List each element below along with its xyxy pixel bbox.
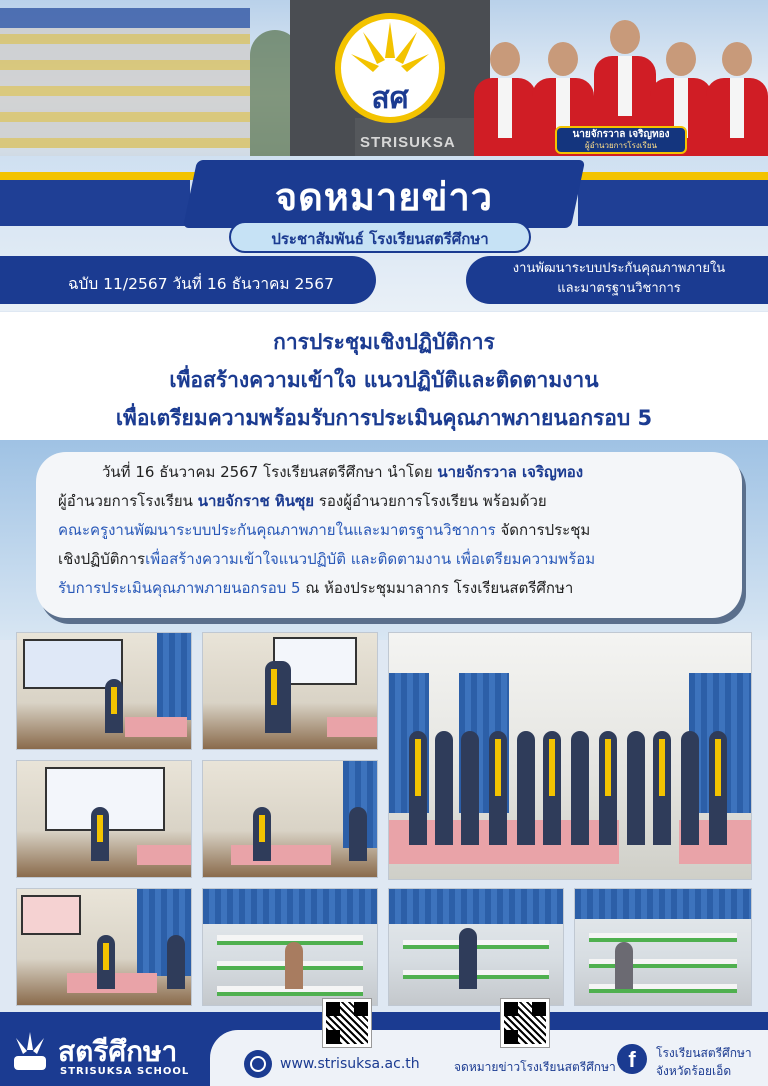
globe-icon xyxy=(244,1050,272,1078)
logo-text: สศ xyxy=(371,81,409,116)
headline-line-1: การประชุมเชิงปฏิบัติการ xyxy=(273,330,495,354)
website-link[interactable]: www.strisuksa.ac.th xyxy=(280,1056,420,1072)
article-paragraph-line: ผู้อำนวยการโรงเรียน นายจักราช หินซุย รองผู้อำนวยการโรงเรียน พร้อมด้วย xyxy=(58,492,547,510)
event-photo xyxy=(202,888,378,1006)
facebook-page-name[interactable]: โรงเรียนสตรีศึกษา xyxy=(656,1046,752,1060)
brand-thai-name: สตรีศึกษา xyxy=(58,1035,178,1068)
principal-name-badge xyxy=(555,126,687,154)
event-photo xyxy=(202,632,378,750)
article-paragraph-line: คณะครูงานพัฒนาระบบประกันคุณภาพภายในและมาตรฐานวิชาการ จัดการประชุม xyxy=(58,521,591,539)
article-paragraph-line: วันที่ 16 ธันวาคม 2567 โรงเรียนสตรีศึกษา นำโดย นายจักรวาล เจริญทอง xyxy=(102,463,584,481)
event-photo xyxy=(202,760,378,878)
gate-sign-text: STRISUKSA xyxy=(360,134,456,151)
headline-line-2: เพื่อสร้างความเข้าใจ แนวปฏิบัติและติดตามงาน xyxy=(169,368,599,392)
newsletter-title: จดหมายข่าว xyxy=(274,175,494,219)
school-logo-icon xyxy=(333,10,447,130)
facebook-page-location: จังหวัดร้อยเอ็ด xyxy=(656,1064,732,1078)
newsletter-subtitle: ประชาสัมพันธ์ โรงเรียนสตรีศึกษา xyxy=(271,230,489,248)
qr-code-icon[interactable] xyxy=(500,998,550,1048)
article-paragraph-line: รับการประเมินคุณภาพภายนอกรอบ 5 ณ ห้องประชุมมาลากร โรงเรียนสตรีศึกษา xyxy=(58,579,574,597)
headline-line-3: เพื่อเตรียมความพร้อมรับการประเมินคุณภาพภายนอกรอบ 5 xyxy=(115,406,653,430)
school-logo-icon xyxy=(10,1030,50,1074)
issue-info: ฉบับ 11/2567 วันที่ 16 ธันวาคม 2567 xyxy=(68,275,334,293)
event-photo xyxy=(16,632,192,750)
event-photo xyxy=(16,760,192,878)
brand-english-name: STRISUKSA SCHOOL xyxy=(60,1066,190,1077)
event-photo xyxy=(574,888,752,1006)
event-photo xyxy=(16,888,192,1006)
article-paragraph-line: เชิงปฏิบัติการเพื่อสร้างความเข้าใจแนวปฏิบัติ และติดตามงาน เพื่อเตรียมความพร้อม xyxy=(58,550,596,568)
qr-code-icon[interactable] xyxy=(322,998,372,1048)
principal-name: นายจักรวาล เจริญทอง xyxy=(572,129,670,140)
newsletter-link[interactable]: จดหมายข่าวโรงเรียนสตรีศึกษา xyxy=(454,1060,616,1074)
department-name: งานพัฒนาระบบประกันคุณภาพภายใน และมาตรฐานวิชาการ xyxy=(512,261,726,296)
group-photo xyxy=(388,632,752,880)
principal-title: ผู้อำนวยการโรงเรียน xyxy=(585,141,657,150)
event-photo xyxy=(388,888,564,1006)
school-building-photo xyxy=(0,8,250,148)
facebook-icon[interactable]: f xyxy=(617,1044,647,1074)
